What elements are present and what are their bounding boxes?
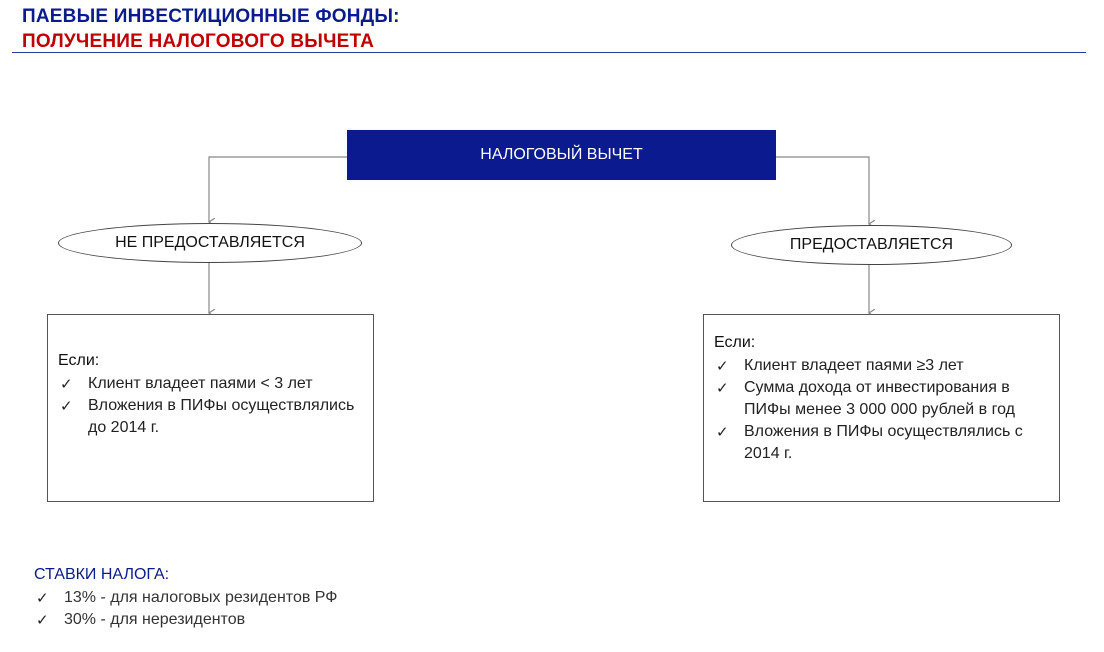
list-item (714, 421, 1047, 465)
list-item (34, 587, 337, 609)
check-icon: ✓ (716, 379, 729, 397)
condition-text: Вложения в ПИФы осуществлялись с 2014 г. (744, 423, 1023, 462)
conditions-granted-title: Если: (714, 334, 756, 351)
check-icon: ✓ (60, 397, 73, 415)
branch-not-granted-label: НЕ ПРЕДОСТАВЛЯЕТСЯ (115, 234, 305, 251)
connector-root-to-right (776, 157, 869, 224)
page-title-line1: ПАЕВЫЕ ИНВЕСТИЦИОННЫЕ ФОНДЫ: (22, 6, 400, 27)
condition-text: Клиент владеет паями ≥3 лет (744, 357, 964, 374)
condition-text: Сумма дохода от инвестирования в ПИФы менее 3 000 000 рублей в год (744, 379, 1015, 418)
tax-rates-title: СТАВКИ НАЛОГА: (34, 566, 170, 583)
conditions-not-granted (47, 314, 374, 502)
branch-not-granted (58, 223, 362, 263)
condition-text: Вложения в ПИФы осуществлялись до 2014 г. (88, 397, 355, 436)
list-item (714, 355, 1047, 377)
condition-text: Клиент владеет паями < 3 лет (88, 375, 313, 392)
tax-rate-text: 30% - для нерезидентов (64, 611, 246, 628)
list-item (714, 377, 1047, 421)
check-icon: ✓ (716, 357, 729, 375)
tax-rates-section (34, 566, 337, 631)
list-item (58, 373, 361, 395)
root-node-tax-deduction (347, 130, 776, 180)
branch-granted (731, 225, 1012, 265)
check-icon: ✓ (60, 375, 73, 393)
check-icon: ✓ (36, 589, 49, 607)
page-title-line2: ПОЛУЧЕНИЕ НАЛОГОВОГО ВЫЧЕТА (22, 31, 375, 52)
list-item (34, 609, 337, 631)
list-item (58, 395, 361, 439)
connector-root-to-left (209, 157, 347, 222)
check-icon: ✓ (36, 611, 49, 629)
conditions-granted (703, 314, 1060, 502)
tax-rate-text: 13% - для налоговых резидентов РФ (64, 589, 338, 606)
branch-granted-label: ПРЕДОСТАВЛЯЕТСЯ (789, 236, 954, 253)
root-node-label: НАЛОГОВЫЙ ВЫЧЕТ (480, 146, 643, 163)
check-icon: ✓ (716, 423, 729, 441)
conditions-not-granted-title: Если: (58, 352, 100, 369)
